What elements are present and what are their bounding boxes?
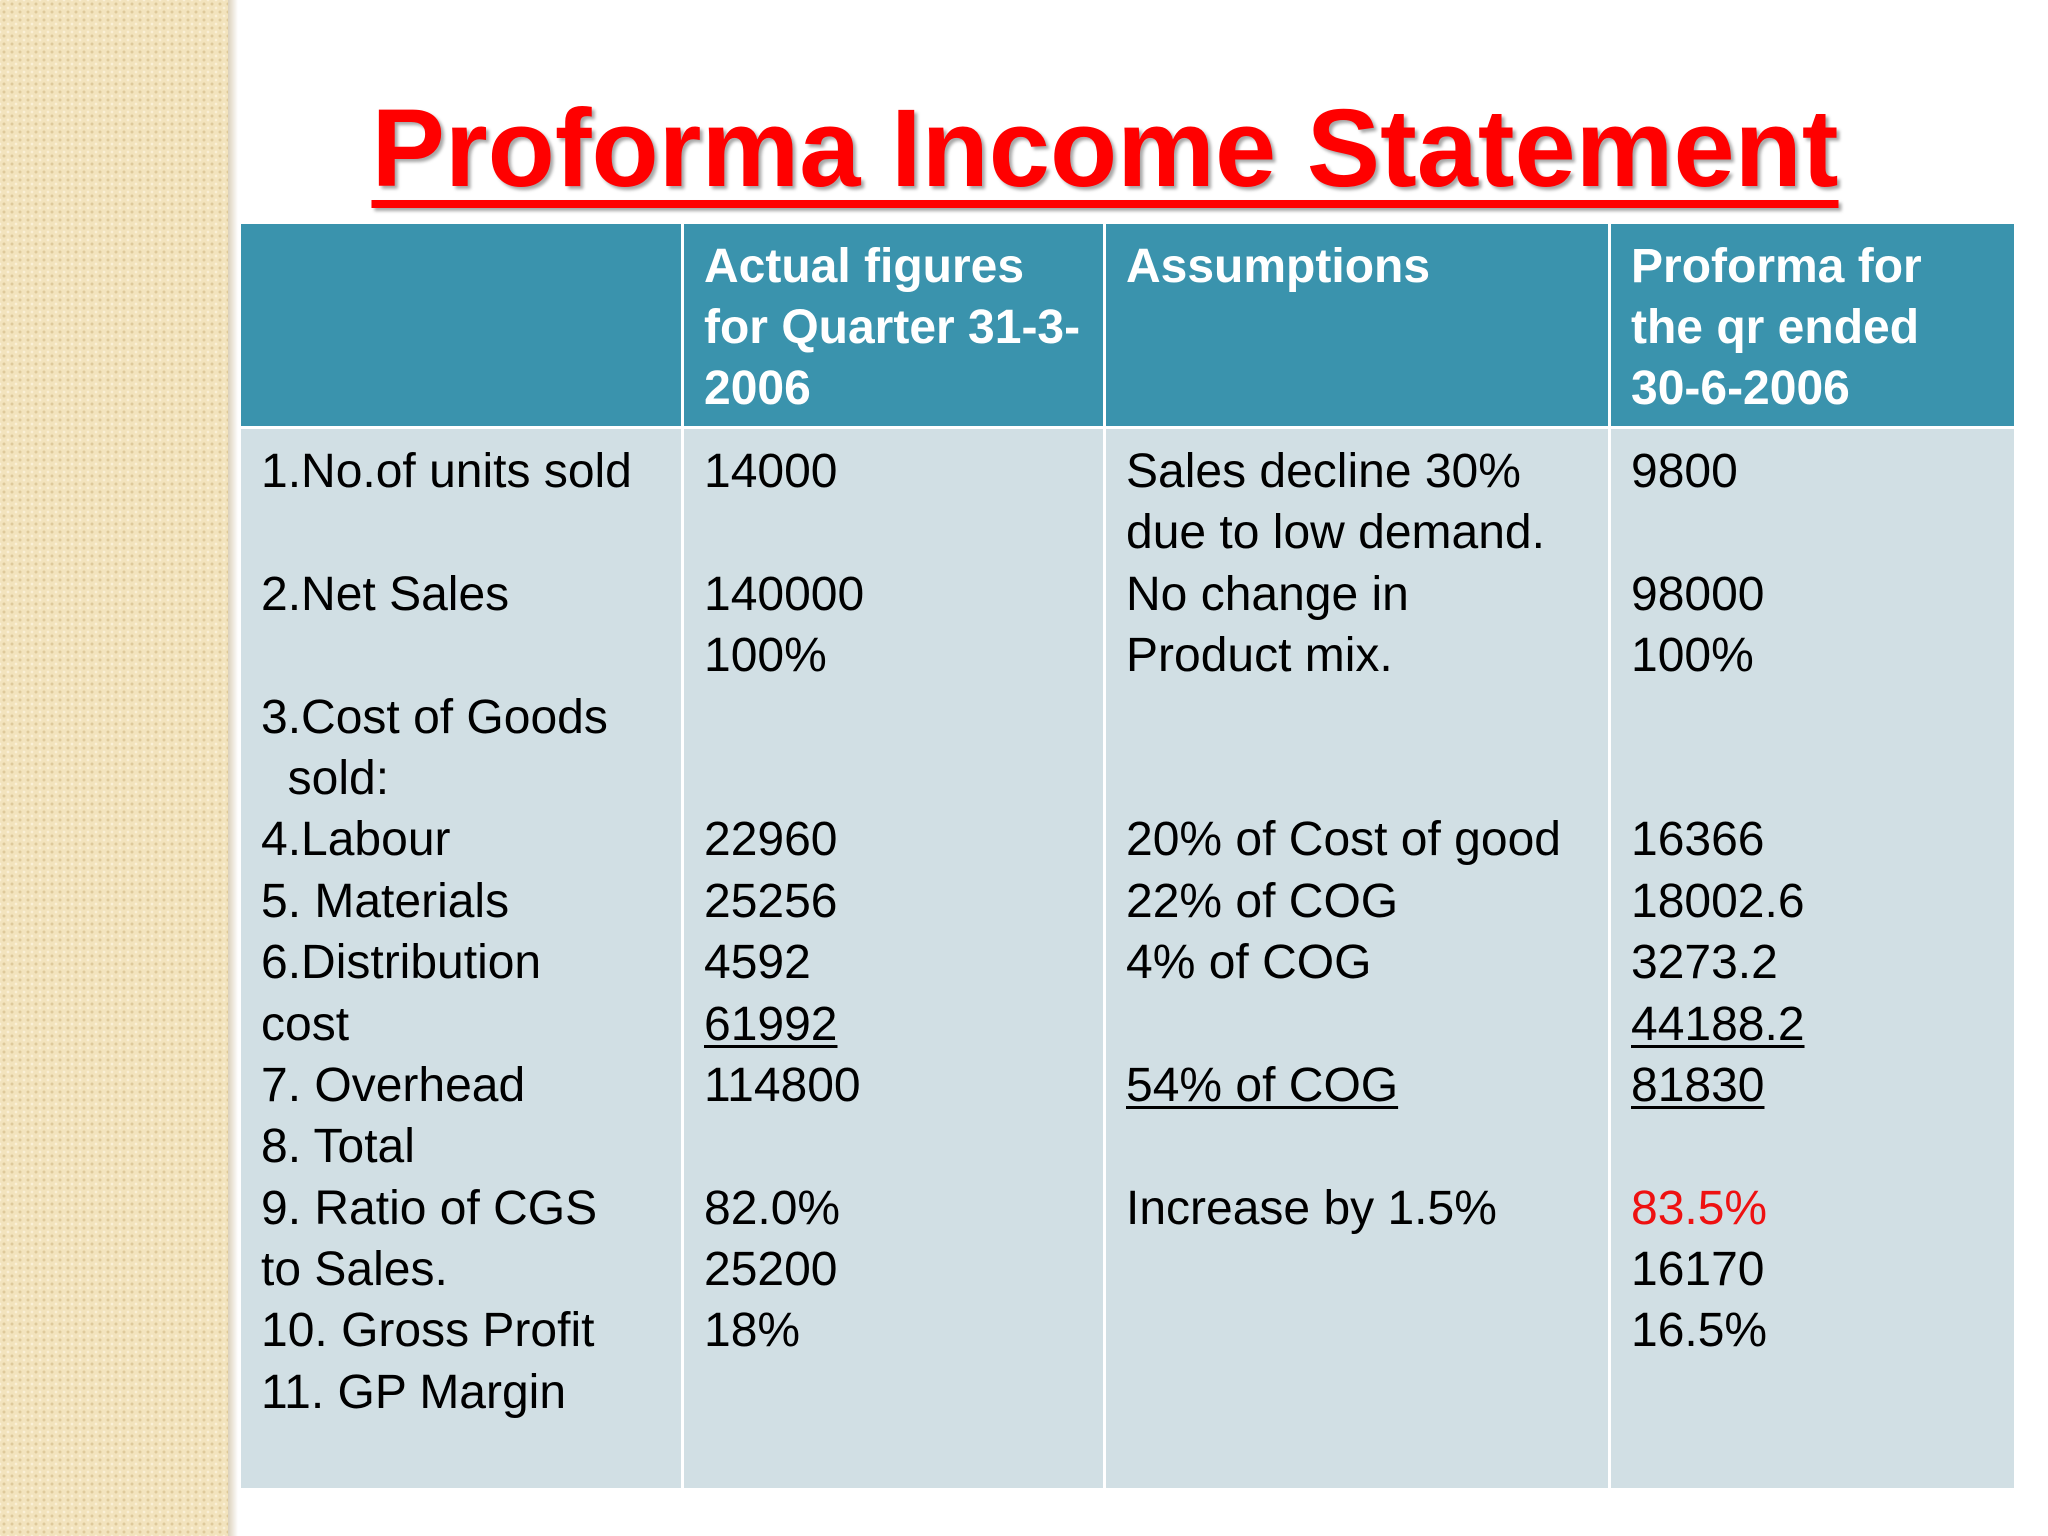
- item-gp-margin: 11. GP Margin: [261, 1365, 567, 1419]
- actual-value: 25200: [704, 1243, 838, 1297]
- item-cost-of-goods-cont: sold:: [261, 751, 390, 805]
- proforma-value: 98000: [1631, 567, 1765, 621]
- item-labour: 4.Labour: [261, 813, 451, 867]
- proforma-value: 16170: [1631, 1243, 1765, 1297]
- slide-title: Proforma Income Statement: [371, 87, 1839, 210]
- actual-value: 114800: [704, 1058, 861, 1112]
- table-row: [240, 428, 2016, 1490]
- assumption-text: [1126, 1116, 1588, 1177]
- side-strip-shadow: [228, 0, 238, 1536]
- assumption-text: [1126, 1239, 1588, 1300]
- header-proforma: Proforma for the qr ended 30-6-2006: [1610, 223, 2016, 428]
- item-cost-of-goods: 3.Cost of Goods: [261, 690, 608, 744]
- actual-value: 22960: [704, 813, 838, 867]
- actual-value: 140000: [704, 567, 865, 621]
- proforma-value: [1631, 1362, 1994, 1423]
- actual-value: [704, 1362, 1083, 1423]
- assumption-text-underlined: 54% of COG: [1126, 1058, 1399, 1112]
- item-ratio-cgs-cont: to Sales.: [261, 1243, 448, 1297]
- actual-value: [704, 687, 1083, 748]
- item-ratio-cgs: 9. Ratio of CGS: [261, 1181, 598, 1235]
- actual-value: 18%: [704, 1304, 801, 1358]
- income-statement-table: [238, 221, 2017, 1491]
- header-actual-figures: Actual figures for Quarter 31-3-2006: [683, 223, 1105, 428]
- assumption-text: 20% of Cost of good: [1126, 813, 1561, 867]
- proforma-value: [1631, 1116, 1994, 1177]
- proforma-value: [1631, 502, 1994, 563]
- item-blank: [261, 502, 661, 563]
- assumption-text: No change in: [1126, 567, 1409, 621]
- proforma-value-underlined: 81830: [1631, 1058, 1765, 1112]
- proforma-value: 18002.6: [1631, 874, 1805, 928]
- proforma-value: 3273.2: [1631, 936, 1778, 990]
- proforma-value-underlined: 44188.2: [1631, 997, 1805, 1051]
- assumption-text: [1126, 1300, 1588, 1361]
- header-items: [240, 223, 683, 428]
- actual-column: [683, 428, 1105, 1490]
- assumption-text: Product mix.: [1126, 629, 1393, 683]
- item-blank: [261, 625, 661, 686]
- assumptions-column: [1105, 428, 1610, 1490]
- actual-value-underlined: 61992: [704, 997, 838, 1051]
- assumption-text: [1126, 994, 1588, 1055]
- item-distribution: 6.Distribution: [261, 936, 542, 990]
- proforma-value: [1631, 748, 1994, 809]
- table-header-row: [240, 223, 2016, 428]
- assumption-text: 4% of COG: [1126, 936, 1372, 990]
- actual-value: [704, 502, 1083, 563]
- items-column: [240, 428, 683, 1490]
- actual-value: [704, 748, 1083, 809]
- proforma-value: 16.5%: [1631, 1304, 1768, 1358]
- item-distribution-cont: cost: [261, 997, 350, 1051]
- actual-value: 82.0%: [704, 1181, 841, 1235]
- item-total: 8. Total: [261, 1120, 415, 1174]
- actual-value: 14000: [704, 445, 838, 498]
- proforma-column: [1610, 428, 2016, 1490]
- actual-value: [704, 1116, 1083, 1177]
- header-assumptions: Assumptions: [1105, 223, 1610, 428]
- assumption-text: Increase by 1.5%: [1126, 1181, 1497, 1235]
- assumption-text: 22% of COG: [1126, 874, 1399, 928]
- assumption-text: [1126, 1362, 1588, 1423]
- item-overhead: 7. Overhead: [261, 1058, 526, 1112]
- actual-value: 4592: [704, 936, 811, 990]
- assumption-text: [1126, 748, 1588, 809]
- item-units-sold: 1.No.of units sold: [261, 445, 632, 498]
- item-net-sales: 2.Net Sales: [261, 567, 510, 621]
- actual-value: 25256: [704, 874, 838, 928]
- item-materials: 5. Materials: [261, 874, 510, 928]
- actual-value: 100%: [704, 629, 827, 683]
- proforma-value: 9800: [1631, 445, 1738, 498]
- decorative-side-strip: [0, 0, 228, 1536]
- assumption-text: [1126, 687, 1588, 748]
- item-gross-profit: 10. Gross Profit: [261, 1304, 595, 1358]
- proforma-value: 16366: [1631, 813, 1765, 867]
- assumption-text: Sales decline 30%: [1126, 445, 1521, 498]
- assumption-text: due to low demand.: [1126, 506, 1545, 560]
- proforma-value: 100%: [1631, 629, 1754, 683]
- proforma-value-highlighted: 83.5%: [1631, 1181, 1768, 1235]
- proforma-value: [1631, 687, 1994, 748]
